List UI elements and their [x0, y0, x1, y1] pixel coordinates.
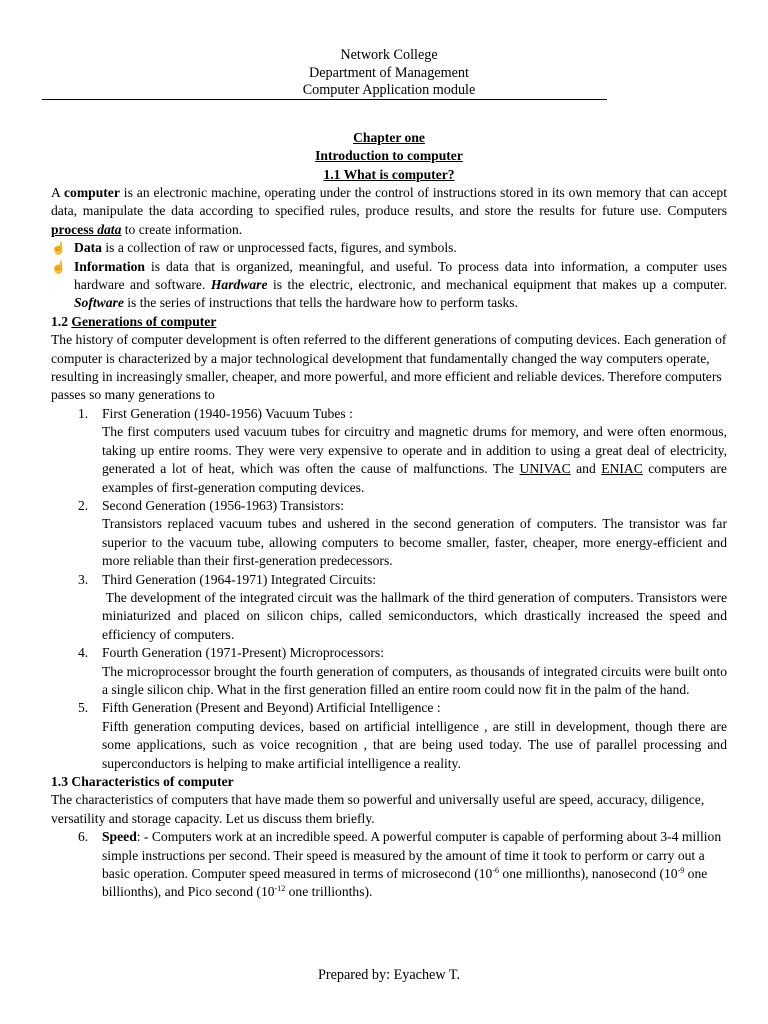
- page-footer: Prepared by: Eyachew T.: [317, 967, 461, 983]
- generation-item: 2. Second Generation (1956-1963) Transistors: Transistors replaced vacuum tubes and ushered in the second generation of computers. The transistor was far superior to the vacuum tube, allowing computers to become smaller, faster, cheaper, more energy-efficient and more reliable than their first-generation predecessors.: [51, 497, 727, 571]
- generation-body: The first computers used vacuum tubes for circuitry and magnetic drums for memory, and were often enormous, taking up entire rooms. They were very expensive to operate and in addition to using a great deal of electricity, generated a lot of heat, which was often the cause of malfunctions. The UNIVAC and ENIAC computers are examples of first-generation computing devices.: [102, 424, 727, 495]
- generation-item: 4. Fourth Generation (1971-Present) Microprocessors: The microprocessor brought the fourth generation of computers, as thousands of integrated circuits were built onto a single silicon chip. What in the first generation filled an entire room could now fit in the palm of the hand.: [51, 644, 727, 699]
- generation-body: The microprocessor brought the fourth generation of computers, as thousands of integrated circuits were built onto a single silicon chip. What in the first generation filled an entire room could now fit in the palm of the hand.: [102, 663, 727, 697]
- chapter-titles: [0, 129, 768, 184]
- bullet-data: ☝ Data is a collection of raw or unprocessed facts, figures, and symbols.: [51, 239, 727, 257]
- generation-body: Fifth generation computing devices, based on artificial intelligence , are still in development, though there are some applications, such as voice recognition , that are being used today. The use of parallel processing and superconductors is helping to make artificial intelligence a reality.: [102, 718, 727, 771]
- generation-title: Second Generation (1956-1963) Transistors:: [102, 497, 345, 513]
- document-body: [51, 184, 731, 902]
- chapter-title: Chapter one: [353, 130, 425, 145]
- generation-title: Third Generation (1964-1971) Integrated Circuits:: [102, 571, 377, 587]
- section-1-1-title: 1.1 What is computer?: [323, 166, 455, 182]
- section-1-3-intro: The characteristics of computers that have made them so powerful and universally useful are speed, accuracy, diligence, versatility and storage capacity. Let us discuss them briefly.: [51, 792, 705, 826]
- college-name: Network College: [340, 47, 438, 63]
- section-1-2-heading: 1.2 Generations of computer: [51, 313, 217, 329]
- module-name: Computer Application module: [302, 82, 476, 99]
- section-1-2-intro: The history of computer development is often referred to the different generations of computing devices. Each generation of computer is characterized by a major technological development that fundamentally changed the way computers operate, resulting in increasingly smaller, cheaper, and more powerful, and more efficient and reliable devices. Therefore computers passes so many generations to: [51, 332, 727, 403]
- generation-item: 1. First Generation (1940-1956) Vacuum Tubes : The first computers used vacuum tubes for circuitry and magnetic drums for memory, and were often enormous, taking up entire rooms. They were very expensive to operate and in addition to using a great deal of electricity, generated a lot of heat, which was often the cause of malfunctions. The UNIVAC and ENIAC computers are examples of first-generation computing devices.: [51, 405, 727, 497]
- characteristic-speed: 6. Speed: - Computers work at an incredible speed. A powerful computer is capable of performing about 3-4 million simple instructions per second. Their speed is measured by the amount of time it took to perform or carry out a basic operation. Computer speed measured in terms of microsecond ($10^{-6}$ one millionths), nanosecond ($10^{-9}$ one billionths), and Pico second ($10^{-12}$ one trillionths).: [78, 829, 722, 900]
- generation-body: The development of the integrated circuit was the hallmark of the third generation of computers. Transistors were miniaturized and placed on silicon chips, called semiconductors, which drastically increased the speed and efficiency of computers.: [102, 589, 731, 642]
- bullet-information: ☝ Information is data that is organized, meaningful, and useful. To process data into information, a computer uses hardware and software. Hardware is the electric, electronic, and mechanical equipment that makes up a computer. Software is the series of instructions that tells the hardware how to perform tasks.: [51, 258, 728, 311]
- generation-item: 5. Fifth Generation (Present and Beyond) Artificial Intelligence : Fifth generation computing devices, based on artificial intelligence , are still in development, though there are some applications, such as voice recognition , that are being used today. The use of parallel processing and superconductors is helping to make artificial intelligence a reality.: [51, 699, 727, 773]
- chapter-subtitle: Introduction to computer: [315, 148, 463, 164]
- header-rule: [42, 99, 607, 100]
- section-1-3-heading: 1.3 Characteristics of computer: [51, 774, 234, 789]
- computer-definition: A computer is an electronic machine, operating under the control of instructions stored in its own memory that can accept data, manipulate the data according to specified rules, produce results, and store the results for future use. Computers process data to create information.: [51, 185, 727, 237]
- document-header: [0, 47, 768, 100]
- generation-title: First Generation (1940-1956) Vacuum Tubes :: [102, 405, 353, 421]
- pointing-hand-icon: ☝: [51, 241, 66, 256]
- generation-title: Fifth Generation (Present and Beyond) Artificial Intelligence :: [102, 700, 441, 716]
- generation-item: 3. Third Generation (1964-1971) Integrated Circuits: The development of the integrated circuit was the hallmark of the third generation of computers. Transistors were miniaturized and placed on silicon chips, called semiconductors, which drastically increased the speed and efficiency of computers.: [51, 571, 727, 645]
- pointing-hand-icon: ☝: [51, 259, 66, 274]
- department-name: Department of Management: [309, 64, 469, 81]
- univac-link[interactable]: UNIVAC: [519, 461, 571, 477]
- eniac-link[interactable]: ENIAC: [601, 461, 643, 477]
- generation-title: Fourth Generation (1971-Present) Microprocessors:: [102, 645, 385, 661]
- generation-body: Transistors replaced vacuum tubes and ushered in the second generation of computers. The transistor was far superior to the vacuum tube, allowing computers to become smaller, faster, cheaper, more energy-efficient and more reliable than their first-generation predecessors.: [102, 516, 727, 569]
